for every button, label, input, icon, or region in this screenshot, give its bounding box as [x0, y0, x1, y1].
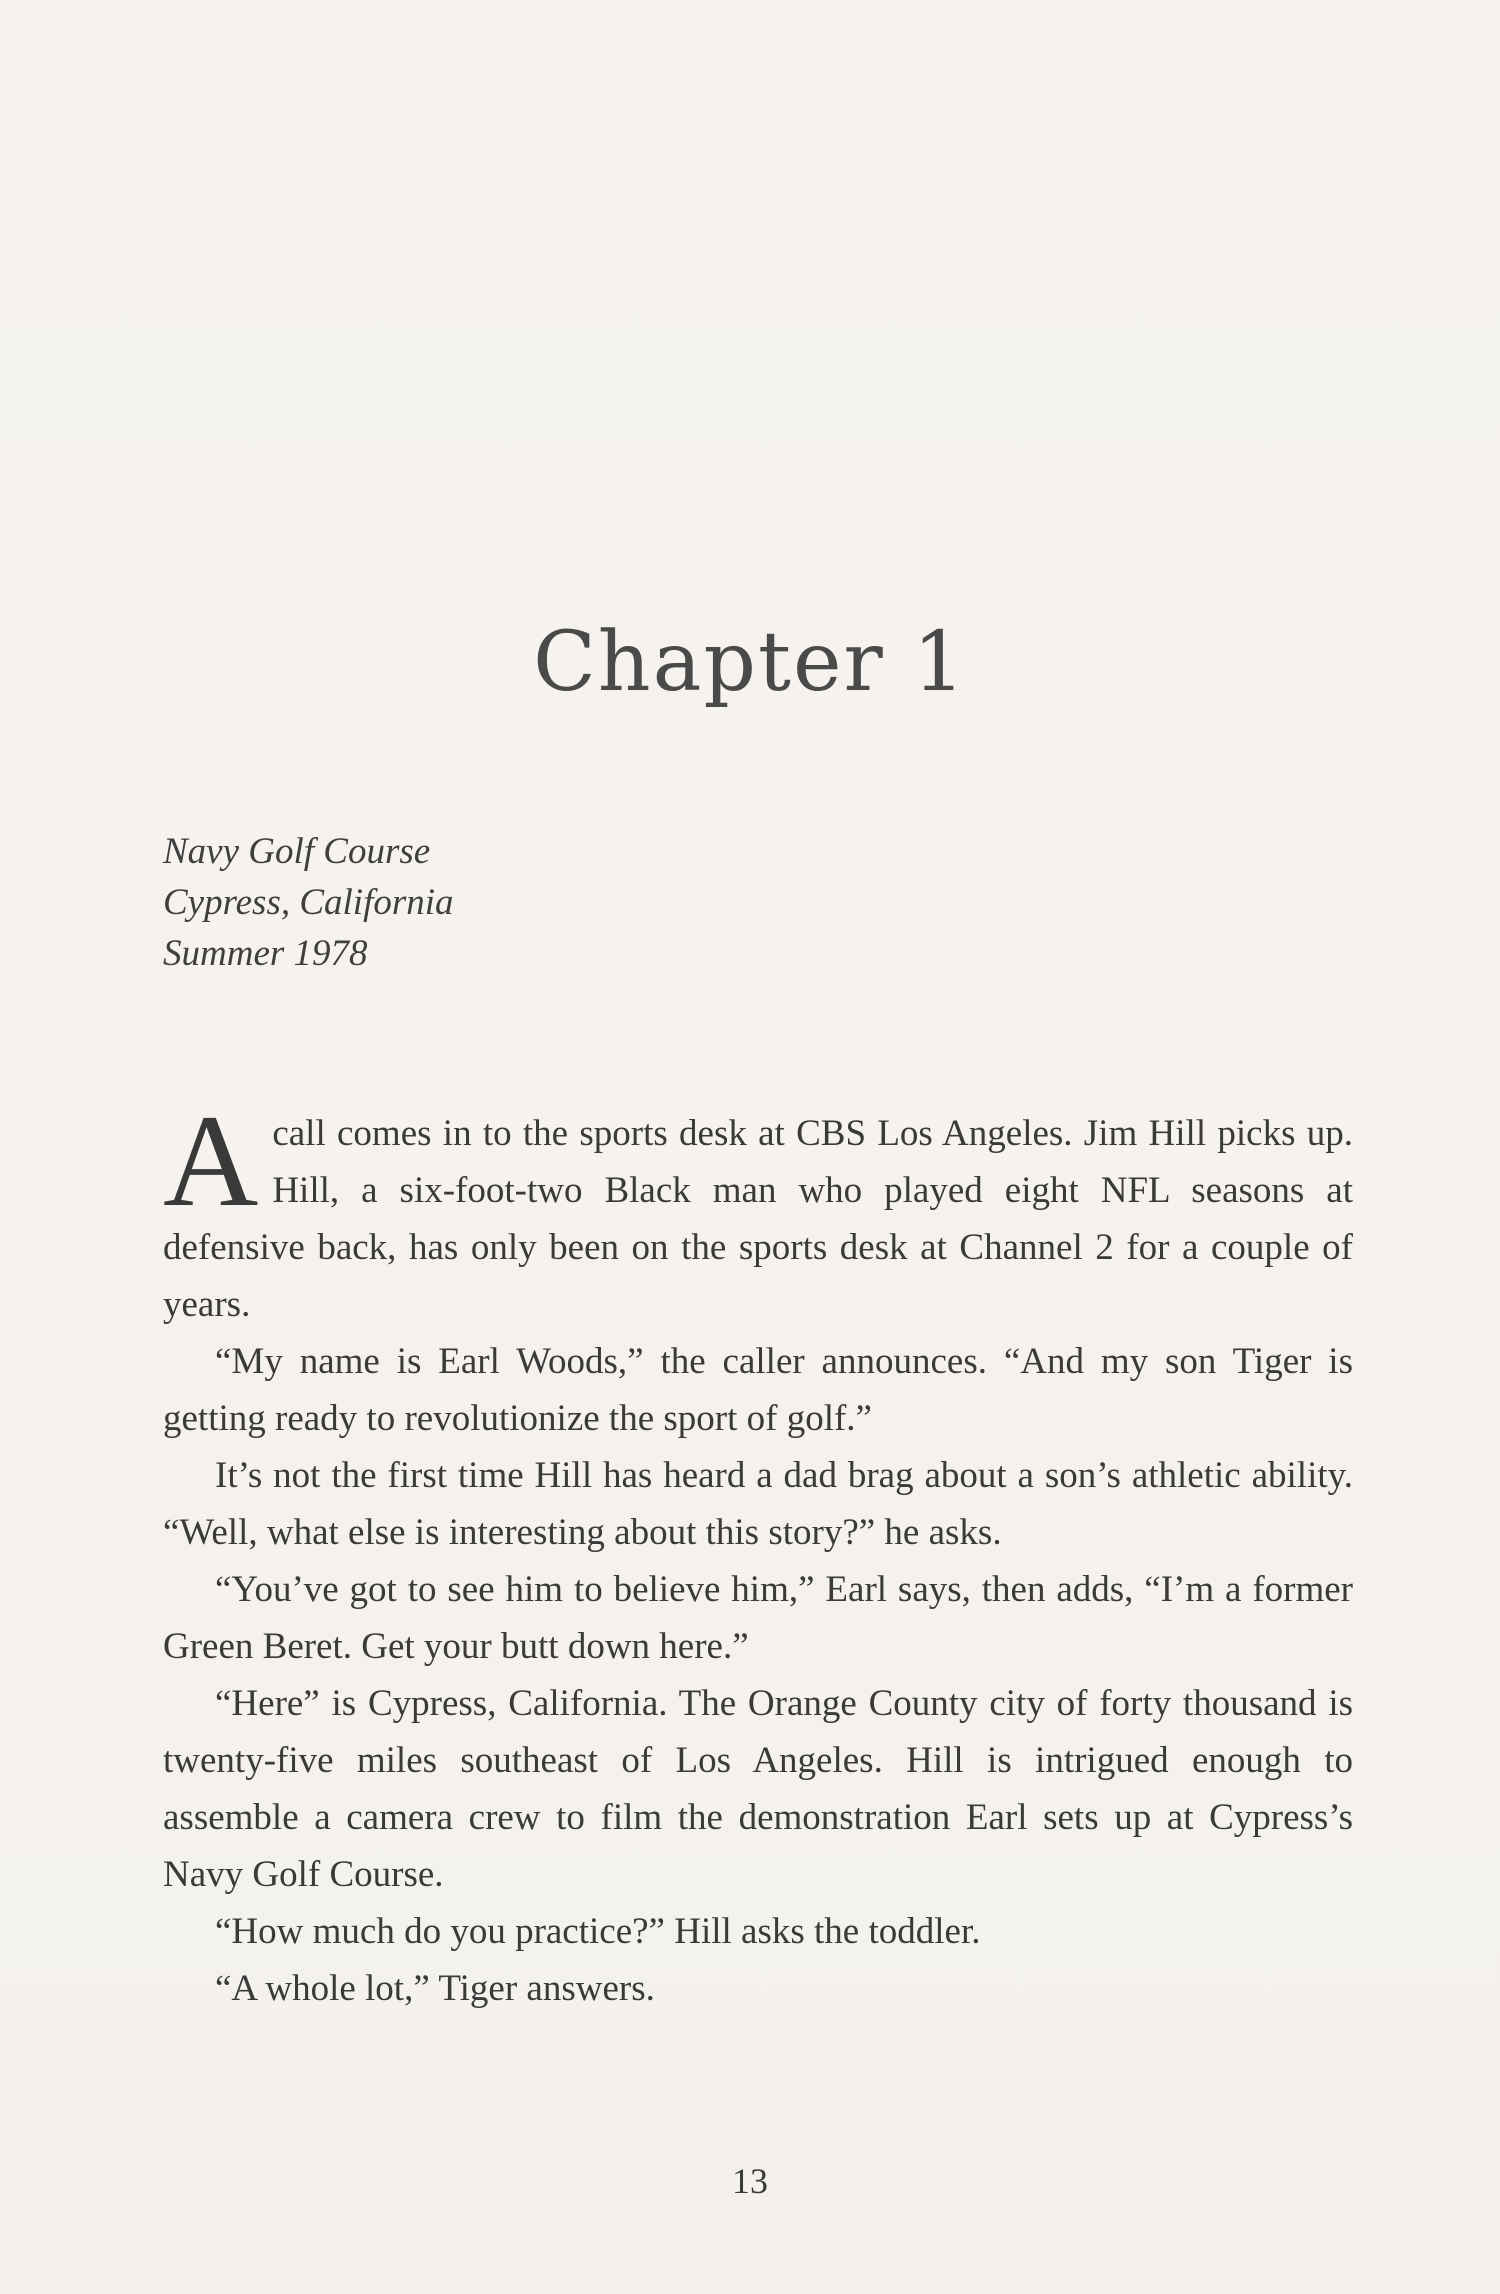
paragraph-4: “You’ve got to see him to believe him,” Earl says, then adds, “I’m a former Green Beret. Get your butt down here.”	[163, 1569, 1353, 1667]
location-line-date: Summer 1978	[163, 933, 368, 974]
paragraph-1	[163, 1087, 1353, 1333]
chapter-title: Chapter 1	[533, 614, 967, 710]
paragraph-5: “Here” is Cypress, California. The Orange County city of forty thousand is twenty-five miles southeast of Los Angeles. Hill is intrigued enough to assemble a camera crew to film the demonstration Earl sets up at Cypress’s Navy Golf Course.	[163, 1683, 1353, 1895]
paragraph-2: “My name is Earl Woods,” the caller announces. “And my son Tiger is getting ready to revolutionize the sport of golf.”	[163, 1341, 1353, 1439]
location-line-venue: Navy Golf Course	[163, 831, 431, 872]
drop-cap: A	[163, 1087, 259, 1234]
chapter-body	[163, 1087, 1353, 2017]
paragraph-3: It’s not the first time Hill has heard a dad brag about a son’s athletic ability. “Well, what else is interesting about this story?” he asks.	[163, 1455, 1353, 1553]
location-line-city: Cypress, California	[163, 882, 454, 923]
page-number: 13	[732, 2161, 768, 2201]
paragraph-1-text: call comes in to the sports desk at CBS Los Angeles. Jim Hill picks up. Hill, a six-foot-two Black man who played eight NFL seasons at defensive back, has only been on the sports desk at Channel 2 for a couple of years.	[163, 1113, 1353, 1325]
chapter-location-block	[163, 826, 454, 979]
paragraph-7: “A whole lot,” Tiger answers.	[215, 1968, 655, 2009]
paragraph-6: “How much do you practice?” Hill asks the toddler.	[215, 1911, 981, 1952]
